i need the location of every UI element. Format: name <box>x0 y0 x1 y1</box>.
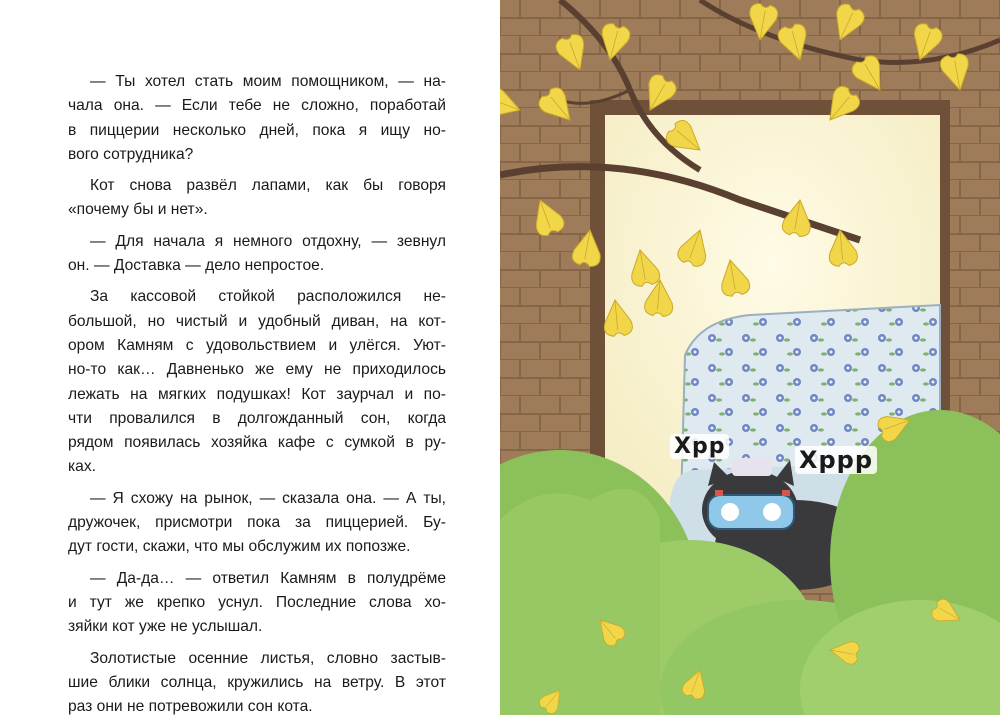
snore-text-left: Хрр <box>670 434 729 459</box>
text-line: раз они не потревожили сон кота. <box>68 698 313 716</box>
text-line: ором Камням с удовольствием и улёгся. Уют- <box>68 336 446 354</box>
text-line: Кот снова развёл лапами, как бы говоря <box>90 177 446 195</box>
text-line: и тут же крепко уснул. Последние слова хо- <box>68 593 446 611</box>
snore-text-right: Хррр <box>795 446 877 474</box>
text-line: За кассовой стойкой расположился не- <box>90 288 446 306</box>
text-line: «почему бы и нет». <box>68 201 208 219</box>
paragraph-gap <box>68 480 446 487</box>
paragraph-gap <box>68 167 446 174</box>
text-line: Золотистые осенние листья, словно застыв- <box>90 649 446 667</box>
paragraph-gap <box>68 223 446 230</box>
paragraph-gap <box>68 278 446 285</box>
text-line: большой, но чистый и удобный диван, на кот- <box>68 312 446 330</box>
text-line: чти провалился в долгожданный сон, когда <box>68 409 446 427</box>
paragraph-gap <box>68 640 446 647</box>
text-line: ках. <box>68 458 96 476</box>
text-line: — Для начала я немного отдохну, — зевнул <box>90 232 446 250</box>
text-line: дут гости, скажи, что мы обслужим их попозже. <box>68 538 411 556</box>
story-text <box>68 70 446 719</box>
text-line: он. — Доставка — дело непростое. <box>68 257 325 275</box>
illustration-page <box>500 0 1000 715</box>
text-line: вого сотрудника? <box>68 145 194 163</box>
text-line: — Ты хотел стать моим помощником, — на- <box>90 73 446 90</box>
text-line: но-то как… Давненько же ему не приходилось <box>68 361 446 379</box>
eye-mask <box>708 495 794 529</box>
paragraph-gap <box>68 560 446 567</box>
text-line: шие блики солнца, кружились на ветру. В этот <box>68 673 446 691</box>
text-line: дружочек, присмотри пока за пиццерией. Бу- <box>68 514 446 532</box>
text-line: чала она. — Если тебе не сложно, поработай <box>68 97 446 115</box>
text-line: рядом появилась хозяйка кафе с сумкой в ру- <box>68 434 446 452</box>
text-line: лежать на мягких подушках! Кот заурчал и по- <box>68 385 446 403</box>
text-line: — Да-да… — ответил Камням в полудрёме <box>90 569 446 587</box>
ginkgo-window-illustration <box>500 0 1000 715</box>
text-line: зяйки кот уже не услышал. <box>68 618 263 636</box>
text-page <box>0 0 500 715</box>
text-line: в пиццерии несколько дней, пока я ищу но- <box>68 121 446 139</box>
text-line: — Я схожу на рынок, — сказала она. — А ты, <box>90 489 446 507</box>
